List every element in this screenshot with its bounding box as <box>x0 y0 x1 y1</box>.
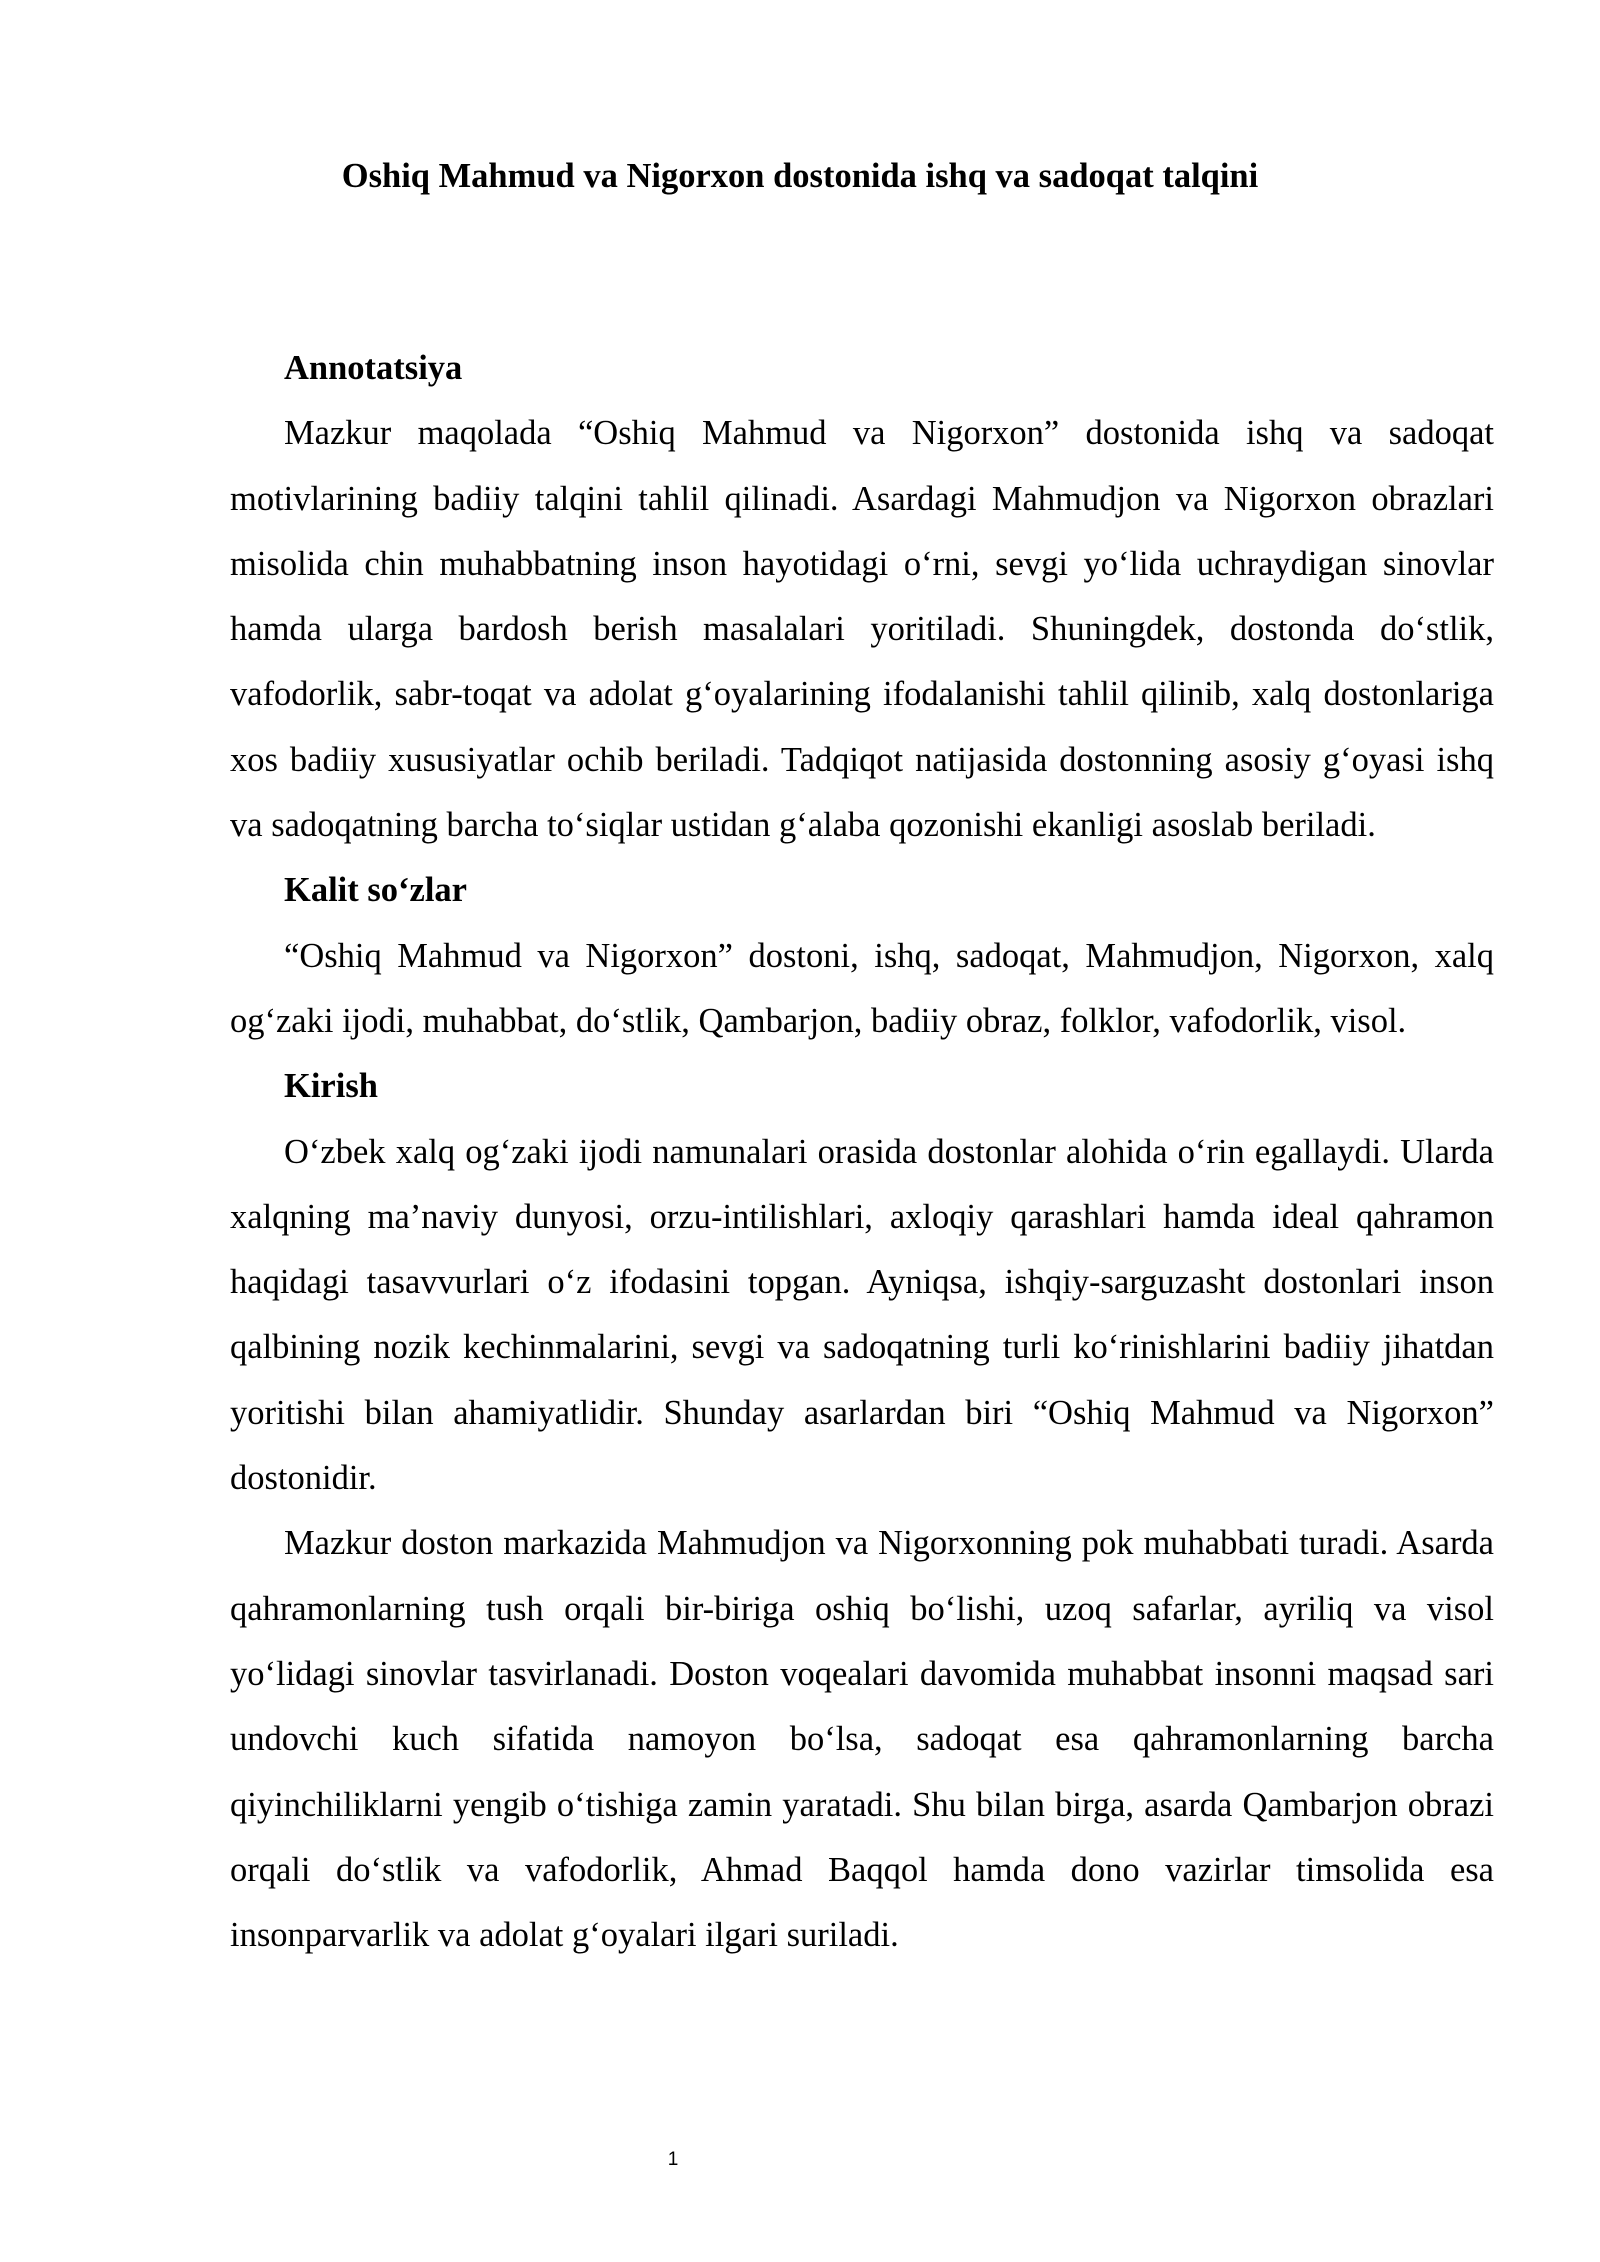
document-title: Oshiq Mahmud va Nigorxon dostonida ishq va sadoqat talqini <box>341 157 1259 195</box>
document-body <box>230 336 1494 1968</box>
keywords-heading: Kalit so‘zlar <box>284 871 467 910</box>
introduction-heading: Kirish <box>284 1067 378 1106</box>
abstract-paragraph: Mazkur maqolada “Oshiq Mahmud va Nigorxon” dostonida ishq va sadoqat motivlarining badiiy talqini tahlil qilinadi. Asardagi Mahmudjon va Nigorxon obrazlari misolida chin muhabbatning inson hayotidagi o‘rni, sevgi yo‘lida uchraydigan sinovlar hamda ularga bardosh berish masalalari yoritiladi. Shuningdek, dostonda do‘stlik, vafodorlik, sabr-toqat va adolat g‘oyalarining ifodalanishi tahlil qilinib, xalq dostonlariga xos badiiy xususiyatlar ochib beriladi. Tadqiqot natijasida dostonning asosiy g‘oyasi ishq va sadoqatning barcha to‘siqlar ustidan g‘alaba qozonishi ekanligi asoslab beriladi. <box>230 414 1494 845</box>
introduction-paragraph-1: O‘zbek xalq og‘zaki ijodi namunalari orasida dostonlar alohida o‘rin egallaydi. Ularda xalqning ma’naviy dunyosi, orzu-intilishlari, axloqiy qarashlari hamda ideal qahramon haqidagi tasavvurlari o‘z ifodasini topgan. Ayniqsa, ishqiy-sarguzasht dostonlari inson qalbining nozik kechinmalarini, sevgi va sadoqatning turli ko‘rinishlarini badiiy jihatdan yoritishi bilan ahamiyatlidir. Shunday asarlardan biri “Oshiq Mahmud va Nigorxon” dostonidir. <box>230 1132 1494 1498</box>
abstract-heading: Annotatsiya <box>284 349 463 387</box>
page-number: 1 <box>667 2149 679 2170</box>
introduction-paragraph-2: Mazkur doston markazida Mahmudjon va Nigorxonning pok muhabbati turadi. Asarda qahramonlarning tush orqali bir-biriga oshiq bo‘lishi, uzoq safarlar, ayriliq va visol yo‘lidagi sinovlar tasvirlanadi. Doston voqealari davomida muhabbat insonni maqsad sari undovchi kuch sifatida namoyon bo‘lsa, sadoqat esa qahramonlarning barcha qiyinchiliklarni yengib o‘tishiga zamin yaratadi. Shu bilan birga, asarda Qambarjon obrazi orqali do‘stlik va vafodorlik, Ahmad Baqqol hamda dono vazirlar timsolida esa insonparvarlik va adolat g‘oyalari ilgari suriladi. <box>230 1524 1494 1955</box>
keywords-paragraph: “Oshiq Mahmud va Nigorxon” dostoni, ishq, sadoqat, Mahmudjon, Nigorxon, xalq og‘zaki ijodi, muhabbat, do‘stlik, Qambarjon, badiiy obraz, folklor, vafodorlik, visol. <box>230 936 1494 1040</box>
